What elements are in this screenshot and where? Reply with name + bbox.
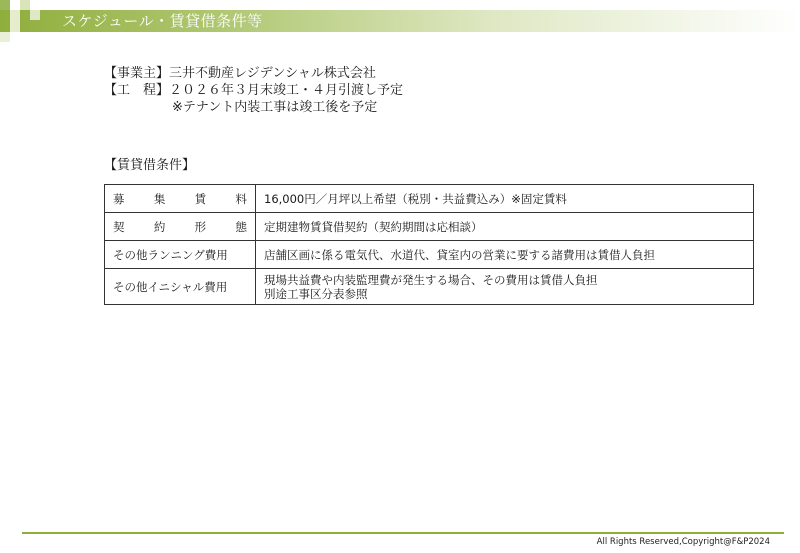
header-decoration-square (20, 0, 30, 10)
header-decoration-square (10, 10, 20, 32)
table-row (105, 241, 754, 269)
row-key: 契約形態 (105, 213, 256, 241)
schedule-note: ※テナント内装工事は竣工後を予定 (172, 100, 378, 115)
table-row (105, 185, 754, 213)
row-value-line: 16,000円／月坪以上希望（税別・共益費込み）※固定賃料 (264, 191, 567, 206)
row-value-line: 別途工事区分表参照 (264, 286, 368, 301)
row-value-line: 現場共益費や内装監理費が発生する場合、その費用は賃借人負担 (264, 272, 598, 287)
lease-terms-table (104, 184, 754, 305)
schedule-value: ２０２６年３月末竣工・４月引渡し予定 (169, 83, 404, 98)
row-key: その他イニシャル費用 (105, 269, 256, 305)
copyright-text: All Rights Reserved,Copyright@F&P2024 (596, 537, 770, 547)
row-value (256, 269, 754, 305)
row-value-line: 店舗区画に係る電気代、水道代、貸室内の営業に要する諸費用は賃借人負担 (264, 247, 655, 262)
footer-divider (22, 532, 784, 534)
row-value (256, 241, 754, 269)
schedule-line (104, 83, 403, 99)
row-key: その他ランニング費用 (105, 241, 256, 269)
row-value (256, 213, 754, 241)
page-title: スケジュール・賃貸借条件等 (62, 12, 263, 30)
lease-section-title: 【賃貸借条件】 (104, 158, 196, 173)
table-row (105, 213, 754, 241)
row-key: 募集賃料 (105, 185, 256, 213)
table-row (105, 269, 754, 305)
developer-value: 三井不動産レジデンシャル株式会社 (169, 66, 376, 81)
schedule-label: 【工 程】 (104, 83, 170, 98)
row-value-line: 定期建物賃貸借契約（契約期間は応相談） (264, 219, 483, 234)
header-decoration-square (0, 32, 10, 42)
header-decoration-square (0, 0, 10, 10)
header-decoration-square (30, 10, 40, 20)
developer-label: 【事業主】 (104, 66, 170, 81)
row-value (256, 185, 754, 213)
developer-line (104, 66, 376, 82)
